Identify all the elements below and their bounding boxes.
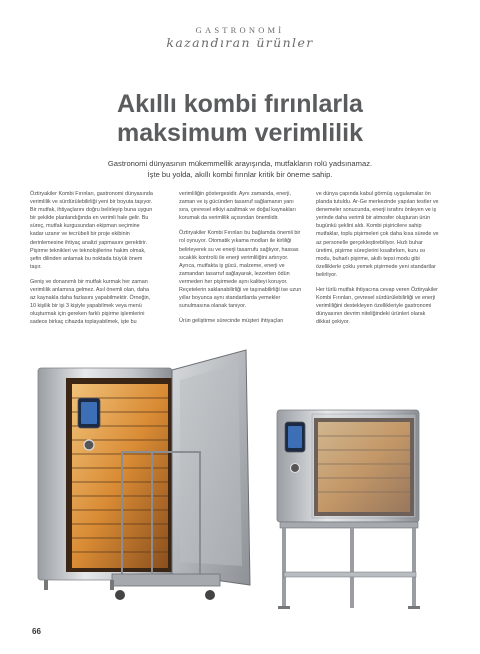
- paragraph: Her türlü mutfak ihtiyacına cevap veren Öztiryakiler Kombi Fırınları, çevresel sürdürülebilirliği ve enerji verimliliğini destekleyen özellikleriyle gastronomi dünyasının devrim niteliğindeki ürünleri olarak dikkat çekiyor.: [316, 287, 438, 326]
- paragraph: Geniş ve donanımlı bir mutfak kurmak her zaman verimlilik anlamına gelmez. Asıl önemli olan, daha az kaynakla daha fazlasını yapabilmektir. Örneğin, 10 kişilik bir işi 3 kişiyle yapabilmek veya menü oluşturmak için gereken farklı pişirme işlemlerini sadece birkaç cihazda toplayabilmek, işte bu: [30, 278, 151, 326]
- paragraph: verimliliğin göstergesidir. Aynı zamanda, enerji, zaman ve iş gücünden tasarruf sağlamanın yanı sıra, çevresel etkiyi azaltmak ve doğal kaynakları korumak da verimlilik açısından önemlidir.: [179, 191, 296, 222]
- paragraph: Ürün geliştirme sürecinde müşteri ihtiyaçları: [179, 318, 284, 325]
- paragraph: Öztiryakiler Kombi Fırınları bu bağlamda önemli bir rol oynuyor. Otomatik yıkama modları ile kirliliği belirleyerek su ve enerji tasarrufu sağlıyor, hassas sıcaklık kontrolü ile enerji verimliliğini artırıyor. Ayrıca, mutfakta iş gücü, malzeme, enerji ve zamandan tasarruf sağlayarak, lezzetten ödün vermeden her pişirmede aynı kaliteyi koruyor. Reçetelerin saklanabilirliği ve taşınabilirliği ise uzun yıllar boyunca aynı standartlarda yemekler sunulmasına olanak tanıyor.: [179, 230, 302, 310]
- paragraph: Öztiryakiler Kombi Fırınları, gastronomi dünyasında verimlilik ve sürdürülebilirliği yeni bir boyuta taşıyor. Bir mutfak, ihtiyaçlarını doğru belirleyip buna uygun bir şekilde planlandığında en verimli hale gelir. Bu süreç, mutfak kurgusundan ekipman seçimine kadar uzanır ve tecrübeli bir proje ekibinin derinlemesine ihtiyaç analizi yapmasını gerektirir. Pişirme teknikleri ve teknolojilerine hakim olmak, şefin dilinden anlamak bu noktada büyük önem taşır.: [30, 191, 153, 270]
- article-subtitle-line-2: İşte bu yolda, akıllı kombi fırınlar kritik bir öneme sahip.: [147, 170, 333, 179]
- paragraph: ve dünya çapında kabul görmüş uygulamalar ön planda tutuldu. Ar-Ge merkezinde yapılan testler ve denemeler sonucunda, enerji israfını önleyen ve iş yerinde daha verimli bir atmosfer oluşturan ürün bugünkü şeklini aldı. Kombi pişiricilere sahip mutfaklar, toplu pişirmeleri çok daha kısa sürede ve az personelle gerçekleştirebiliyor. Hızlı buhar üretimi, pişirme süreçlerini kısaltırken, kuru ısı modu, buharlı pişirme, akıllı tepsi modu gibi özelliklerle çoklu yemek pişirmede yeni standartlar belirliyor.: [316, 191, 439, 278]
- section-header-bottom: kazandıran ürünler: [166, 35, 314, 50]
- page-number: 66: [32, 627, 41, 636]
- large-combi-oven: [38, 350, 250, 600]
- article-subtitle-line-1: Gastronomi dünyasının mükemmellik arayışında, mutfakların rolü yadsınamaz.: [107, 159, 373, 168]
- article-title-line-2: maksimum verimlilik: [117, 119, 363, 147]
- section-header-top: GASTRONOMİ: [195, 25, 285, 35]
- small-combi-oven: [277, 410, 420, 609]
- article-title-line-1: Akıllı kombi fırınlarla: [117, 90, 363, 118]
